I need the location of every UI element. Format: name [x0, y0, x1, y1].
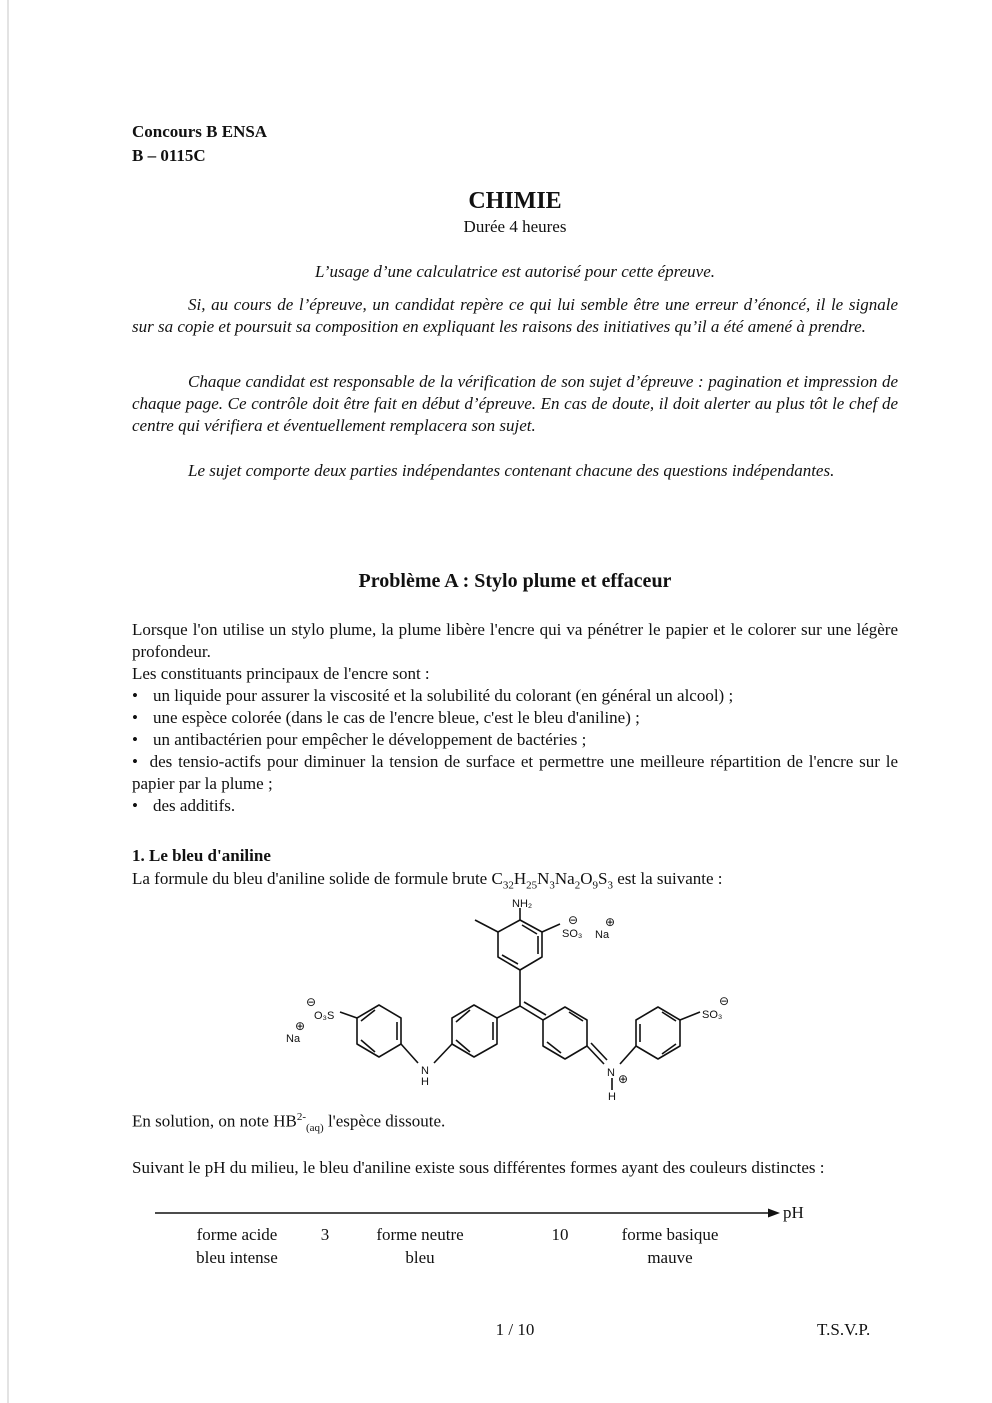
h-left-label: H: [421, 1076, 429, 1088]
ph-forms-intro: Suivant le pH du milieu, le bleu d'aniline existe sous différentes formes ayant des couleurs distinctes :: [132, 1158, 825, 1177]
minus-icon: ⊖: [306, 995, 317, 1009]
list-item-text: un antibactérien pour empêcher le développement de bactéries ;: [153, 730, 587, 749]
state: (aq): [305, 1122, 324, 1135]
so3-top-bond: [542, 924, 560, 932]
exam-name: Concours B ENSA: [132, 122, 268, 141]
h-right-label: H: [608, 1091, 616, 1103]
top-ring: [498, 920, 542, 970]
formula-before: La formule du bleu d'aniline solide de formule brute: [132, 869, 492, 888]
formula-after: est la suivante :: [612, 869, 723, 888]
formula-subscript: 9: [592, 879, 598, 892]
ph-axis-label: pH: [783, 1203, 804, 1222]
left-ring: [357, 1005, 401, 1057]
charge: 2-: [296, 1111, 306, 1123]
pka2-value: 10: [551, 1225, 569, 1244]
ink-constituents-list: [132, 663, 898, 817]
exam-header: [132, 120, 267, 168]
formula-element: Na: [554, 869, 575, 888]
so3-right-label: SO₃: [702, 1009, 723, 1021]
minus-icon: ⊖: [568, 913, 579, 927]
list-item-text: des additifs.: [153, 796, 236, 815]
formula-element: H: [513, 869, 527, 888]
so3-top-label: SO₃: [562, 928, 583, 940]
formula-element: S: [598, 869, 608, 888]
formula-subscript: 3: [549, 879, 555, 892]
instruction-parts: Le sujet comporte deux parties indépendantes contenant chacune des questions indépendantes.: [188, 461, 835, 480]
bullet-icon: •: [132, 708, 138, 727]
brute-formula: [491, 869, 613, 892]
formula-element: C: [491, 869, 503, 888]
basic-form: [605, 1223, 735, 1269]
acid-form-color: bleu intense: [196, 1248, 278, 1267]
so3-left-bond: [340, 1012, 357, 1018]
nh2-label: NH₂: [512, 898, 533, 910]
plus-icon: ⊕: [618, 1072, 629, 1086]
central-bond-left: [497, 1006, 520, 1018]
section-1-title: 1. Le bleu d'aniline: [132, 846, 271, 865]
na-top-label: Na: [595, 929, 610, 941]
left-middle-ring: [452, 1005, 497, 1057]
page-title: CHIMIE: [468, 188, 562, 214]
formula-subscript: 2: [574, 879, 581, 892]
n-left-label: N: [421, 1065, 429, 1077]
formula-subscript: 25: [526, 879, 538, 892]
list-item-text: un liquide pour assurer la viscosité et la solubilité du colorant (en général un alcool) ;: [153, 686, 734, 705]
neutral-form-name: forme neutre: [376, 1225, 464, 1244]
turn-over-note: T.S.V.P.: [817, 1320, 871, 1339]
nh-left-bond-2: [401, 1044, 418, 1063]
iminium-bond-2: [620, 1046, 636, 1064]
aniline-blue-structure: [270, 892, 750, 1106]
neutral-form: [355, 1223, 485, 1269]
bullet-icon: •: [132, 752, 138, 771]
pka1-value: 3: [320, 1225, 330, 1244]
formula-subscript: 32: [502, 879, 514, 892]
basic-form-name: forme basique: [621, 1225, 719, 1244]
solution-after: l'espèce dissoute.: [323, 1111, 446, 1131]
solution-sentence: [132, 1111, 445, 1134]
instruction-verification: Chaque candidat est responsable de la vérification de son sujet d’épreuve : pagination et impression de chaque page. Ce contrôle doit être fait en début d’épreuve. En cas de doute, il doit alerter au plus tôt le chef de centre qui vérifiera et éventuellement remplacera son sujet.: [132, 372, 898, 435]
list-item: [132, 751, 898, 795]
nh-left-bond-1: [434, 1044, 452, 1063]
plus-icon: ⊕: [295, 1019, 306, 1033]
instruction-error: Si, au cours de l’épreuve, un candidat repère ce qui lui semble être une erreur d’énoncé, il le signale sur sa copie et poursuit sa composition en expliquant les raisons des initiatives qu’il a été amené à prendre.: [132, 295, 898, 336]
acid-form-name: forme acide: [196, 1225, 278, 1244]
formula-sentence: [132, 869, 723, 891]
list-item: [132, 729, 898, 751]
list-item-text: une espèce colorée (dans le cas de l'encre bleue, c'est le bleu d'aniline) ;: [153, 708, 640, 727]
bullet-icon: •: [132, 730, 138, 749]
methyl-bond: [475, 920, 498, 932]
calculator-note: L’usage d’une calculatrice est autorisé pour cette épreuve.: [314, 262, 715, 281]
list-item: [132, 685, 898, 707]
quinoid-ring: [543, 1007, 587, 1059]
bullet-icon: •: [132, 686, 138, 705]
list-lead: Les constituants principaux de l'encre sont :: [132, 664, 430, 683]
plus-icon: ⊕: [605, 915, 616, 929]
list-item: [132, 795, 898, 817]
central-double-bond: [520, 1006, 543, 1020]
so3-right-bond: [680, 1012, 700, 1020]
list-item: [132, 707, 898, 729]
list-item-text: des tensio-actifs pour diminuer la tension de surface et permettre une meilleure répartition de l'encre sur le papier par la plume ;: [132, 752, 899, 793]
right-ring: [636, 1007, 680, 1059]
problem-a-intro: Lorsque l'on utilise un stylo plume, la plume libère l'encre qui va pénétrer le papier et le colorer sur une légère profondeur.: [132, 620, 898, 661]
formula-element: N: [537, 869, 550, 888]
o3s-left-label: O₃S: [314, 1010, 335, 1022]
n-right-label: N: [607, 1067, 615, 1079]
ph-axis: [150, 1206, 782, 1220]
bullet-icon: •: [132, 796, 138, 815]
page-number: 1 / 10: [495, 1320, 535, 1339]
formula-subscript: 3: [607, 879, 613, 892]
arrow-icon: [768, 1209, 780, 1218]
acid-form: [172, 1223, 302, 1269]
problem-a-title: Problème A : Stylo plume et effaceur: [358, 570, 672, 592]
basic-form-color: mauve: [647, 1248, 693, 1267]
na-left-label: Na: [286, 1033, 301, 1045]
minus-icon: ⊖: [719, 994, 730, 1008]
exam-duration: Durée 4 heures: [463, 217, 567, 236]
solution-before: En solution, on note HB: [132, 1111, 297, 1131]
neutral-form-color: bleu: [405, 1248, 435, 1267]
formula-element: O: [580, 869, 593, 888]
exam-code: B – 0115C: [132, 146, 206, 165]
